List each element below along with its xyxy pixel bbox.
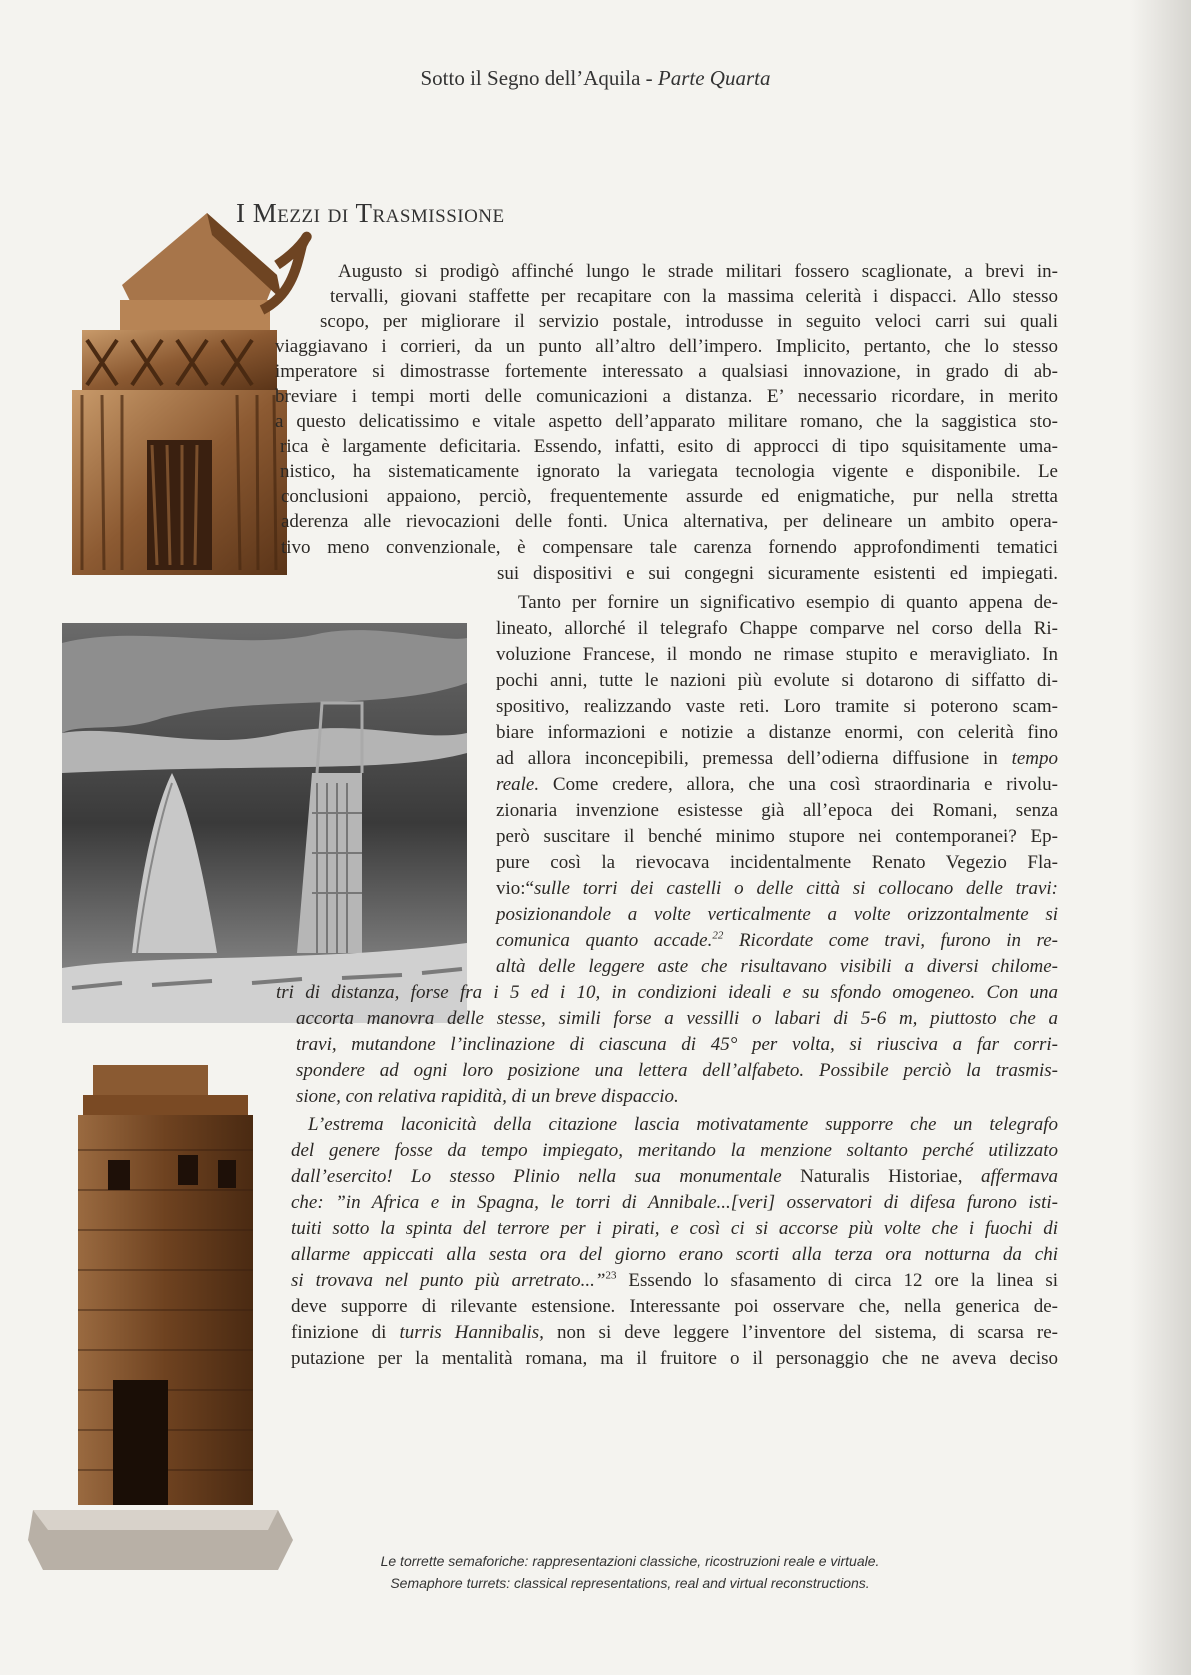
text-line: Tanto per fornire un significativo esempio di quanto appena de- [518, 592, 1058, 613]
text-line: L’estrema laconicità della citazione lascia motivatamente supporre che un telegrafo [308, 1114, 1058, 1135]
text-line: tivo meno convenzionale, è compensare tale carenza fornendo approfondimenti tematici [281, 537, 1058, 558]
text-span: Naturalis Historiae, [800, 1166, 963, 1187]
text-line: però suscitare il benché minimo stupore nei contemporanei? Ep- [496, 826, 1058, 847]
header-separator: - [645, 66, 653, 90]
text-line [291, 1164, 1058, 1190]
text-line: tri di distanza, forse fra i 5 ed i 10, in condizioni ideali e su sfondo omogeneo. Con una [276, 982, 1058, 1003]
text-span: Essendo lo sfasamento di circa 12 ore la linea si [628, 1270, 1059, 1291]
text-line: deve supporre di rilevante estensione. Interessante poi osservare che, nella generica de- [291, 1296, 1058, 1317]
page-edge-shadow [1131, 0, 1191, 1675]
text-line: del genere fosse da tempo impiegato, meritando la menzione soltanto perché utilizzato [291, 1140, 1058, 1161]
text-line: viaggiavano i corrieri, da un punto all’altro dell’impero. Implicito, pertanto, che lo stesso [275, 336, 1058, 357]
text-line: voluzione Francese, il mondo ne rimase stupito e meravigliato. In [496, 644, 1058, 665]
caption-italian: Le torrette semaforiche: rappresentazioni classiche, ricostruzioni reale e virtuale. [380, 1553, 880, 1569]
text-span: sulle torri dei castelli o delle città si collocano delle travi: [534, 878, 1058, 899]
text-line [291, 1320, 1058, 1346]
text-line: Augusto si prodigò affinché lungo le strade militari fossero scaglionate, a brevi in- [338, 261, 1058, 282]
running-header [0, 66, 1191, 91]
text-span: vio:“ [496, 878, 534, 899]
text-line: biare informazioni e notizie a distanze enormi, con celerità fino [496, 722, 1058, 743]
text-line [291, 1268, 1058, 1294]
text-span: non si deve leggere l’inventore del sistema, di scarsa re- [557, 1322, 1059, 1343]
text-line: lineato, allorché il telegrafo Chappe comparve nel corso della Ri- [496, 618, 1058, 639]
text-span: dall’esercito! Lo stesso Plinio nella sua monumentale [291, 1166, 782, 1187]
text-span: tempo [1011, 748, 1058, 769]
text-line: imperatore si dimostrasse fortemente interessato a qualsiasi innovazione, in grado di ab- [275, 361, 1058, 382]
text-line: aderenza alle rievocazioni delle fonti. Unica alternativa, per delineare un ambito opera- [281, 511, 1058, 532]
text-line: accorta manovra delle stesse, simili forse a vessilli o labari di 5-6 m, piuttosto che a [296, 1008, 1058, 1029]
caption-english: Semaphore turrets: classical representations, real and virtual reconstructions. [390, 1575, 870, 1591]
part-title: Parte Quarta [657, 66, 771, 90]
figure-caption [300, 1550, 960, 1594]
text-line: rica è largamente deficitaria. Essendo, infatti, esito di approcci di tipo squisitamente uma- [280, 436, 1058, 457]
text-line: tuiti sotto la spinta del terrore per i pirati, e così ci si accorse più volte che i fuochi di [291, 1218, 1058, 1239]
text-span: comunica quanto accade. [496, 930, 713, 951]
text-span: finizione di [291, 1322, 387, 1343]
text-line [496, 876, 1058, 902]
text-line: travi, mutandone l’inclinazione di ciascuna di 45° per volta, si riusciva a far corri- [296, 1034, 1058, 1055]
text-line: sui dispositivi e sui congegni sicuramente esistenti ed impiegati. [497, 563, 1058, 584]
text-line: che: ”in Africa e in Spagna, le torri di Annibale...[veri] osservatori di difesa furono isti- [291, 1192, 1058, 1213]
text-line: nistico, ha sistematicamente ignorato la variegata tecnologia vigente e disponibile. Le [280, 461, 1058, 482]
book-title: Sotto il Segno dell’Aquila [420, 66, 641, 90]
text-line: pochi anni, tutte le nazioni più evolute si dotarono di siffatto di- [496, 670, 1058, 691]
text-span: Ricordate come travi, furono in re- [738, 930, 1058, 951]
figure-relief-photo [62, 623, 467, 1023]
text-line: sione, con relativa rapidità, di un breve dispaccio. [296, 1086, 679, 1107]
text-line: breviare i tempi morti delle comunicazioni a distanza. E’ necessario ricordare, in merito [275, 386, 1058, 407]
section-title: I Mezzi di Trasmissione [236, 198, 505, 228]
text-line: putazione per la mentalità romana, ma il fruitore o il personaggio che ne aveva deciso [291, 1348, 1058, 1369]
text-span: turris Hannibalis, [399, 1322, 544, 1343]
text-line: allarme appiccati alla sesta ora del giorno erano scorti alla terza ora notturna da chi [291, 1244, 1058, 1265]
text-line: altà delle leggere aste che risultavano visibili a diversi chilome- [496, 956, 1058, 977]
text-line: scopo, per migliorare il servizio postale, introdusse in seguito veloci carri sui quali [320, 311, 1058, 332]
text-span: affermava [980, 1166, 1059, 1187]
text-line: a questo delicatissimo e vitale aspetto dell’apparato militare romano, che la saggistica sto- [275, 411, 1058, 432]
text-line: tervalli, giovani staffette per recapitare con la massima celerità i dispacci. Allo stesso [330, 286, 1058, 307]
text-line: zionaria invenzione esistesse già all’epoca dei Romani, senza [496, 800, 1058, 821]
text-span: reale. [496, 774, 540, 795]
text-span: si trovava nel punto più arretrato...” [291, 1270, 606, 1291]
text-span: ad allora inconcepibili, premessa dell’odierna diffusione in [496, 748, 998, 769]
text-line: posizionandole a volte verticalmente a volte orizzontalmente si [496, 904, 1058, 925]
text-line: spondere ad ogni loro posizione una lettera dell’alfabeto. Possibile perciò la trasmis- [296, 1060, 1058, 1081]
text-line [496, 772, 1058, 798]
text-line [496, 746, 1058, 772]
text-span: Come credere, allora, che una così straordinaria e rivolu- [552, 774, 1058, 795]
text-line [496, 928, 1058, 954]
text-line: spositivo, realizzando vaste reti. Loro tramite si poterono scam- [496, 696, 1058, 717]
footnote-ref: 23 [605, 1269, 617, 1282]
figure-brick-tower [28, 1060, 303, 1585]
text-line: conclusioni appaiono, perciò, frequentemente assurde ed enigmatiche, pur nella stretta [281, 486, 1058, 507]
footnote-ref: 22 [712, 929, 724, 942]
text-line: pure così la rievocava incidentalmente Renato Vegezio Fla- [496, 852, 1058, 873]
